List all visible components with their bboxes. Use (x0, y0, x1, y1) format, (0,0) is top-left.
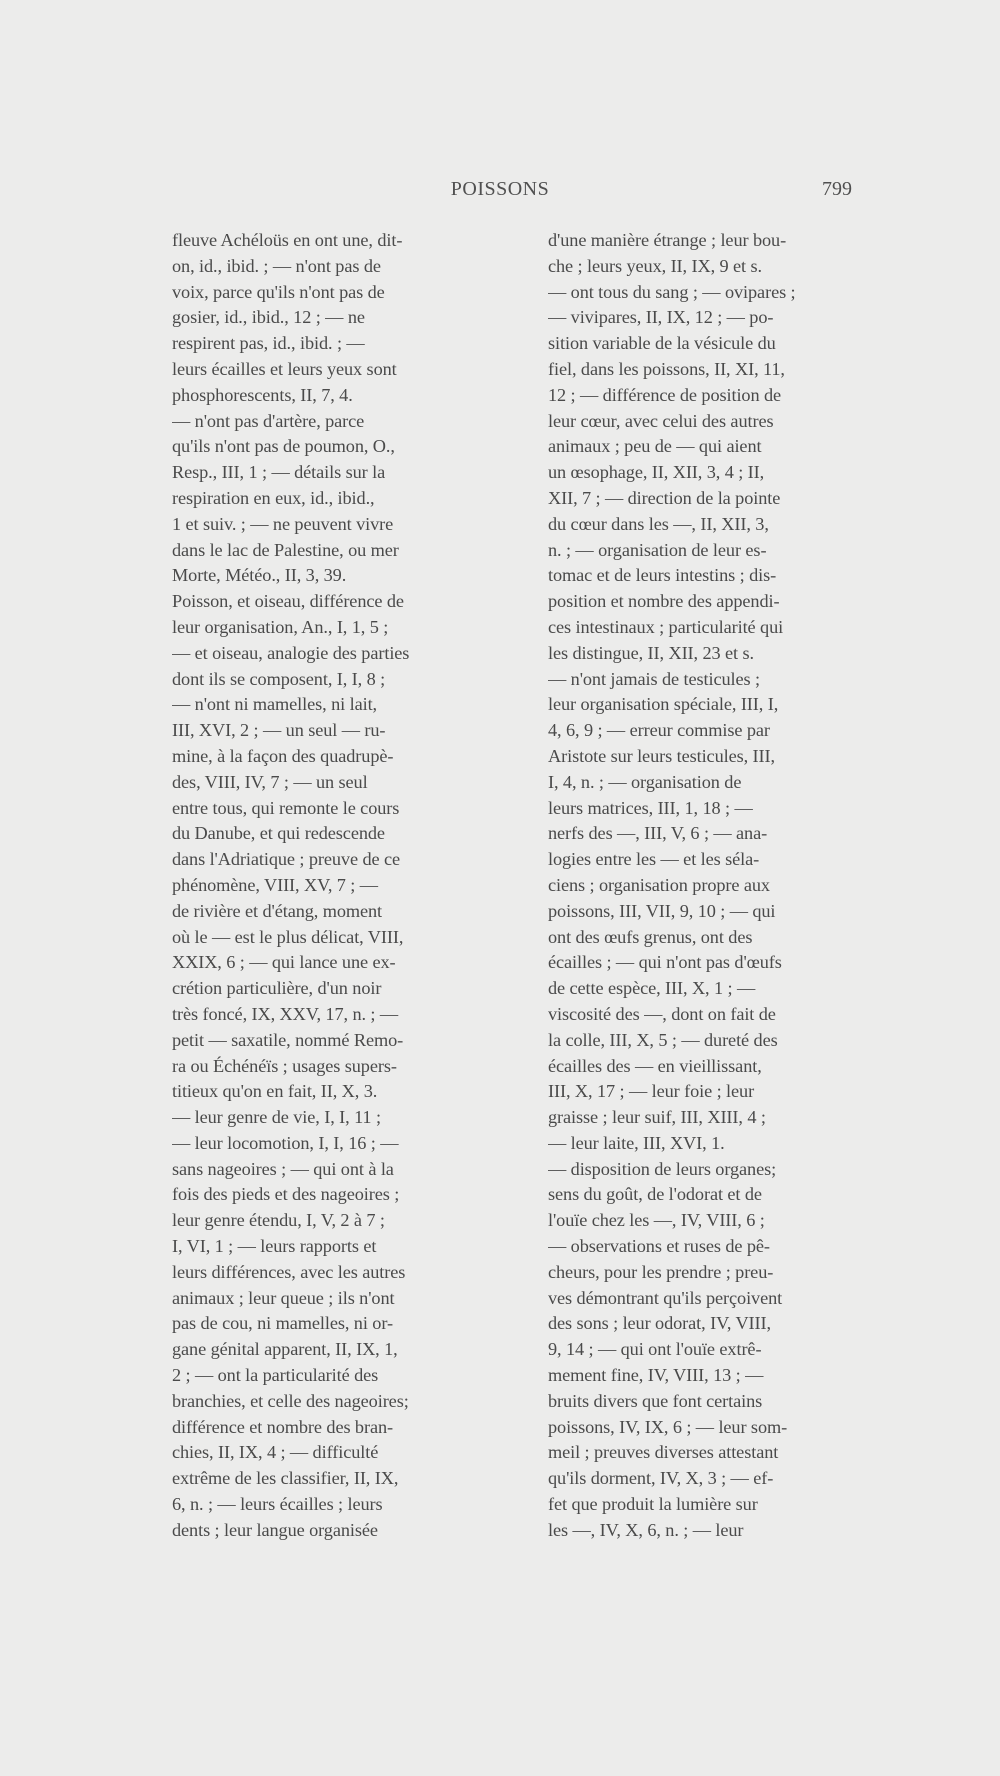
text-line: entre tous, qui remonte le cours (172, 797, 400, 818)
text-line: — leur locomotion, I, I, 16 ; — (172, 1132, 399, 1153)
text-line: dents ; leur langue organisée (172, 1519, 378, 1540)
text-line: meil ; preuves diverses attestant (548, 1442, 779, 1463)
text-line: ont des œufs grenus, ont des (548, 926, 753, 947)
text-line: de cette espèce, III, X, 1 ; — (548, 978, 756, 999)
text-line: — n'ont jamais de testicules ; (548, 668, 761, 689)
text-line: dont ils se composent, I, I, 8 ; (172, 668, 386, 689)
text-line: cheurs, pour les prendre ; preu- (548, 1261, 774, 1282)
text-line: — et oiseau, analogie des parties (172, 642, 410, 663)
text-line: titieux qu'on en fait, II, X, 3. (172, 1081, 378, 1102)
page-number: 799 (822, 178, 852, 200)
text-line: ves démontrant qu'ils perçoivent (548, 1287, 783, 1308)
text-line: graisse ; leur suif, III, XIII, 4 ; (548, 1107, 766, 1128)
text-line: respiration en eux, id., ibid., (172, 487, 375, 508)
text-line: très foncé, IX, XXV, 17, n. ; — (172, 1003, 399, 1024)
text-line: l'ouïe chez les —, IV, VIII, 6 ; (548, 1210, 765, 1231)
text-line: leur genre étendu, I, V, 2 à 7 ; (172, 1210, 385, 1231)
text-line: — n'ont ni mamelles, ni lait, (172, 694, 378, 715)
text-line: XXIX, 6 ; — qui lance une ex- (172, 952, 396, 973)
text-line: I, VI, 1 ; — leurs rapports et (172, 1236, 377, 1257)
text-line: gane génital apparent, II, IX, 1, (172, 1339, 398, 1360)
text-line: chies, II, IX, 4 ; — difficulté (172, 1442, 379, 1463)
text-line: III, XVI, 2 ; — un seul — ru- (172, 720, 386, 741)
text-line: respirent pas, id., ibid. ; — (172, 333, 365, 354)
text-line: 4, 6, 9 ; — erreur commise par (548, 720, 770, 741)
text-line: Poisson, et oiseau, différence de (172, 591, 404, 612)
text-line: Morte, Météo., II, 3, 39. (172, 565, 347, 586)
text-line: logies entre les — et les séla- (548, 849, 760, 870)
text-line: viscosité des —, dont on fait de (548, 1003, 776, 1024)
text-line: de rivière et d'étang, moment (172, 900, 383, 921)
text-line: pas de cou, ni mamelles, ni or- (172, 1313, 393, 1334)
text-line: mement fine, IV, VIII, 13 ; — (548, 1365, 764, 1386)
index-column-right (548, 228, 853, 1544)
text-line: crétion particulière, d'un noir (172, 978, 382, 999)
text-line: fiel, dans les poissons, II, XI, 11, (548, 358, 785, 379)
text-line: ra ou Échénéïs ; usages supers- (172, 1055, 397, 1076)
text-line: — n'ont pas d'artère, parce (172, 410, 365, 431)
text-line: nerfs des —, III, V, 6 ; — ana- (548, 823, 768, 844)
text-line: des, VIII, IV, 7 ; — un seul (172, 771, 368, 792)
text-line: on, id., ibid. ; — n'ont pas de (172, 255, 381, 276)
text-line: leur organisation, An., I, 1, 5 ; (172, 616, 389, 637)
text-line: leurs matrices, III, 1, 18 ; — (548, 797, 753, 818)
text-line: leurs écailles et leurs yeux sont (172, 358, 397, 379)
text-line: Resp., III, 1 ; — détails sur la (172, 462, 386, 483)
text-line: — observations et ruses de pê- (548, 1236, 770, 1257)
text-line: Aristote sur leurs testicules, III, (548, 745, 775, 766)
text-line: du Danube, et qui redescende (172, 823, 385, 844)
running-title: POISSONS (450, 178, 550, 200)
text-line: — leur laite, III, XVI, 1. (548, 1132, 725, 1153)
text-line: fois des pieds et des nageoires ; (172, 1184, 400, 1205)
text-line: mine, à la façon des quadrupè- (172, 745, 394, 766)
text-line: III, X, 17 ; — leur foie ; leur (548, 1081, 755, 1102)
text-line: écailles des — en vieillissant, (548, 1055, 762, 1076)
text-line: position et nombre des appendi- (548, 591, 780, 612)
text-line: qu'ils n'ont pas de poumon, O., (172, 436, 395, 457)
text-line: — ont tous du sang ; — ovipares ; (548, 281, 796, 302)
text-line: voix, parce qu'ils n'ont pas de (172, 281, 385, 302)
text-line: différence et nombre des bran- (172, 1416, 394, 1437)
text-line: bruits divers que font certains (548, 1390, 763, 1411)
text-line: extrême de les classifier, II, IX, (172, 1468, 399, 1489)
text-line: sition variable de la vésicule du (548, 333, 776, 354)
text-line: leur organisation spéciale, III, I, (548, 694, 779, 715)
text-line: 6, n. ; — leurs écailles ; leurs (172, 1494, 383, 1515)
text-line: tomac et de leurs intestins ; dis- (548, 565, 777, 586)
text-line: ces intestinaux ; particularité qui (548, 616, 784, 637)
text-line: XII, 7 ; — direction de la pointe (548, 487, 781, 508)
text-line: poissons, IV, IX, 6 ; — leur som- (548, 1416, 788, 1437)
text-line: les distingue, II, XII, 23 et s. (548, 642, 754, 663)
page-header (0, 178, 1000, 208)
text-line: branchies, et celle des nageoires; (172, 1390, 409, 1411)
text-line: fet que produit la lumière sur (548, 1494, 758, 1515)
text-line: 2 ; — ont la particularité des (172, 1365, 379, 1386)
text-line: — vivipares, II, IX, 12 ; — po- (548, 307, 774, 328)
text-line: phénomène, VIII, XV, 7 ; — (172, 874, 378, 895)
index-column-left (172, 228, 477, 1544)
text-line: des sons ; leur odorat, IV, VIII, (548, 1313, 771, 1334)
text-line: leur cœur, avec celui des autres (548, 410, 774, 431)
text-line: I, 4, n. ; — organisation de (548, 771, 742, 792)
text-line: sens du goût, de l'odorat et de (548, 1184, 762, 1205)
text-line: poissons, III, VII, 9, 10 ; — qui (548, 900, 776, 921)
text-line: écailles ; — qui n'ont pas d'œufs (548, 952, 782, 973)
text-line: 12 ; — différence de position de (548, 384, 782, 405)
text-line: sans nageoires ; — qui ont à la (172, 1158, 394, 1179)
text-line: la colle, III, X, 5 ; — dureté des (548, 1029, 778, 1050)
text-line: gosier, id., ibid., 12 ; — ne (172, 307, 365, 328)
text-line: fleuve Achéloüs en ont une, dit- (172, 230, 403, 250)
text-line: — leur genre de vie, I, I, 11 ; (172, 1107, 381, 1128)
text-line: petit — saxatile, nommé Remo- (172, 1029, 404, 1050)
text-line: phosphorescents, II, 7, 4. (172, 384, 353, 405)
text-line: qu'ils dorment, IV, X, 3 ; — ef- (548, 1468, 774, 1489)
text-line: d'une manière étrange ; leur bou- (548, 230, 787, 250)
text-line: où le — est le plus délicat, VIII, (172, 926, 404, 947)
text-line: un œsophage, II, XII, 3, 4 ; II, (548, 462, 765, 483)
text-line: les —, IV, X, 6, n. ; — leur (548, 1519, 744, 1540)
text-line: 1 et suiv. ; — ne peuvent vivre (172, 513, 394, 534)
text-line: du cœur dans les —, II, XII, 3, (548, 513, 769, 534)
text-line: animaux ; peu de — qui aient (548, 436, 762, 457)
text-line: 9, 14 ; — qui ont l'ouïe extrê- (548, 1339, 762, 1360)
text-line: dans l'Adriatique ; preuve de ce (172, 849, 401, 870)
text-line: dans le lac de Palestine, ou mer (172, 539, 399, 560)
text-line: n. ; — organisation de leur es- (548, 539, 767, 560)
text-line: animaux ; leur queue ; ils n'ont (172, 1287, 395, 1308)
text-line: che ; leurs yeux, II, IX, 9 et s. (548, 255, 762, 276)
text-line: ciens ; organisation propre aux (548, 874, 770, 895)
text-line: — disposition de leurs organes; (548, 1158, 777, 1179)
text-line: leurs différences, avec les autres (172, 1261, 406, 1282)
